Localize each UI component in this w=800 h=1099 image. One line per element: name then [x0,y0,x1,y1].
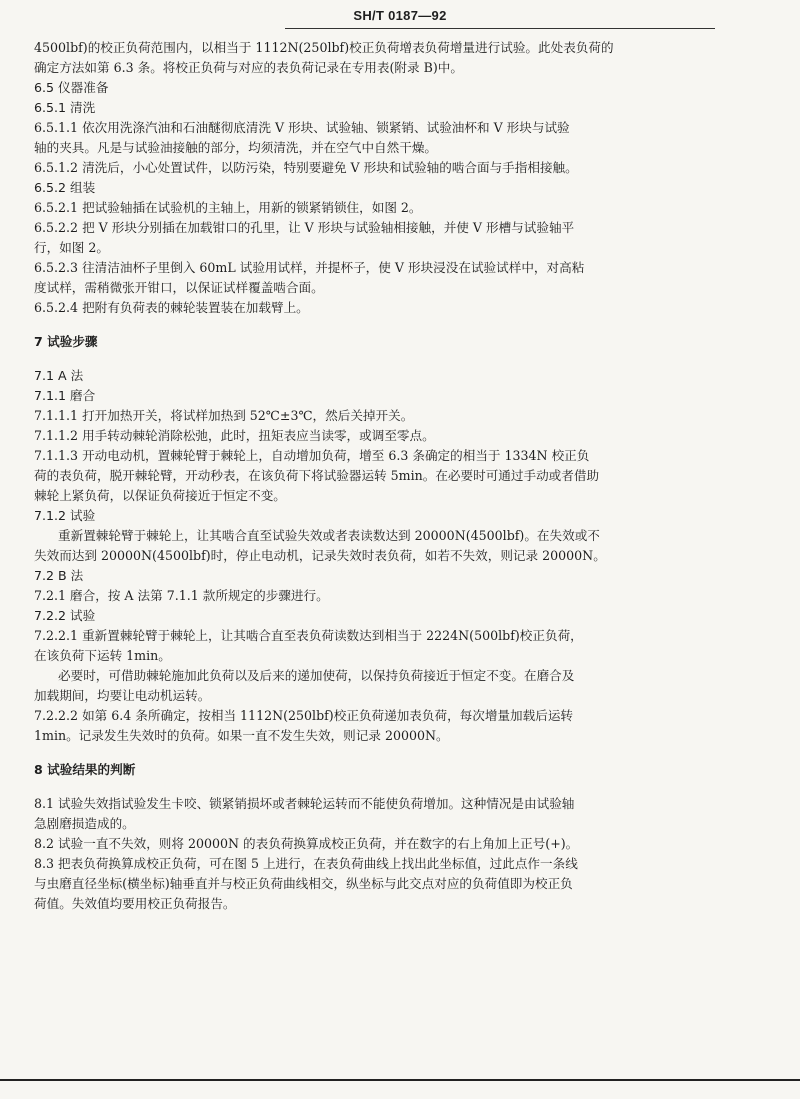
section-gap [34,780,770,794]
section-heading: 7 试验步骤 [34,334,98,349]
paragraph-line: 7.1.1.2 用手转动棘轮消除松弛，此时，扭矩表应当读零，或调至零点。 [34,428,435,443]
paragraph-line: 8.3 把表负荷换算成校正负荷，可在图 5 上进行，在表负荷曲线上找出此坐标值，过此点作一条线 [34,856,578,871]
section-heading: 7.2 B 法 [34,568,84,583]
paragraph-line: 加载期间，均要让电动机运转。 [34,688,211,703]
paragraph-line: 7.2.1 磨合，按 A 法第 7.1.1 款所规定的步骤进行。 [34,588,329,603]
paragraph-line: 急剧磨损造成的。 [34,816,135,831]
paragraph-line: 7.1.1.3 开动电动机，置棘轮臂于棘轮上，自动增加负荷，增至 6.3 条确定的相当于 1334N 校正负 [34,448,590,463]
paragraph-line: 轴的夹具。凡是与试验油接触的部分，均须清洗，并在空气中自然干燥。 [34,140,437,155]
section-heading: 6.5.2 组装 [34,180,96,195]
paragraph-line: 8.2 试验一直不失效，则将 20000N 的表负荷换算成校正负荷，并在数字的右上角加上正号(+)。 [34,836,579,851]
paragraph-line: 6.5.2.1 把试验轴插在试验机的主轴上，用新的锁紧销锁住，如图 2。 [34,200,422,215]
paragraph-line: 荷值。失效值均要用校正负荷报告。 [34,896,236,911]
paragraph-line: 度试样，需稍微张开钳口，以保证试样覆盖啮合面。 [34,280,324,295]
paragraph-line: 7.1.1.1 打开加热开关，将试样加热到 52℃±3℃，然后关掉开关。 [34,408,414,423]
section-heading: 7.1.1 磨合 [34,388,96,403]
paragraph-line: 与虫磨直径坐标(横坐标)轴垂直并与校正负荷曲线相交，纵坐标与此交点对应的负荷值即为校正负 [34,876,573,891]
section-gap [34,352,770,366]
section-heading: 7.1 A 法 [34,368,84,383]
paragraph-line: 6.5.2.2 把 V 形块分别插在加载钳口的孔里，让 V 形块与试验轴相接触，并使 V 形槽与试验轴平 [34,220,575,235]
standard-number: SH/T 0187—92 [353,8,447,23]
paragraph-line: 确定方法如第 6.3 条。将校正负荷与对应的表负荷记录在专用表(附录 B)中。 [34,60,463,75]
document-body [34,38,770,914]
paragraph-line: 棘轮上紧负荷，以保证负荷接近于恒定不变。 [34,488,286,503]
paragraph-line: 4500lbf)的校正负荷范围内，以相当于 1112N(250lbf)校正负荷增表负荷增量进行试验。此处表负荷的 [34,40,614,55]
paragraph-line: 重新置棘轮臂于棘轮上，让其啮合直至试验失效或者表读数达到 20000N(4500lbf)。在失效或不 [58,528,600,543]
paragraph-line: 失效而达到 20000N(4500lbf)时，停止电动机，记录失效时表负荷，如若不失效，则记录 20000N。 [34,548,606,563]
section-heading: 7.1.2 试验 [34,508,96,523]
section-heading: 6.5.1 清洗 [34,100,96,115]
paragraph-line: 6.5.1.2 清洗后，小心处置试件，以防污染，特别要避免 V 形块和试验轴的啮合面与手指相接触。 [34,160,578,175]
paragraph-line: 荷的表负荷，脱开棘轮臂，开动秒表，在该负荷下将试验器运转 5min。在必要时可通过手动或者借助 [34,468,600,483]
paragraph-line: 在该负荷下运转 1min。 [34,648,171,663]
paragraph-line: 1min。记录发生失效时的负荷。如果一直不发生失效，则记录 20000N。 [34,728,449,743]
paragraph-line: 7.2.2.1 重新置棘轮臂于棘轮上，让其啮合直至表负荷读数达到相当于 2224N(500lbf)校正负荷， [34,628,583,643]
section-heading: 7.2.2 试验 [34,608,96,623]
paragraph-line: 行，如图 2。 [34,240,109,255]
paragraph-line: 7.2.2.2 如第 6.4 条所确定，按相当 1112N(250lbf)校正负荷递加表负荷，每次增量加载后运转 [34,708,574,723]
paragraph-line: 8.1 试验失效指试验发生卡咬、锁紧销损坏或者棘轮运转而不能使负荷增加。这种情况是由试验轴 [34,796,575,811]
paragraph-line: 6.5.1.1 依次用洗涤汽油和石油醚彻底清洗 V 形块、试验轴、锁紧销、试验油杯和 V 形块与试验 [34,120,570,135]
paragraph-line: 6.5.2.4 把附有负荷表的棘轮装置装在加载臂上。 [34,300,309,315]
paragraph-line: 6.5.2.3 往清洁油杯子里倒入 60mL 试验用试样，并提杯子，使 V 形块浸没在试验试样中，对高粘 [34,260,585,275]
section-gap [34,318,770,332]
page-header [0,0,800,34]
section-heading: 8 试验结果的判断 [34,762,136,777]
footer-rule [0,1079,800,1081]
header-rule [285,28,715,29]
section-heading: 6.5 仪器准备 [34,80,109,95]
section-gap [34,746,770,760]
paragraph-line: 必要时，可借助棘轮施加此负荷以及后来的递加使荷，以保持负荷接近于恒定不变。在磨合及 [58,668,575,683]
